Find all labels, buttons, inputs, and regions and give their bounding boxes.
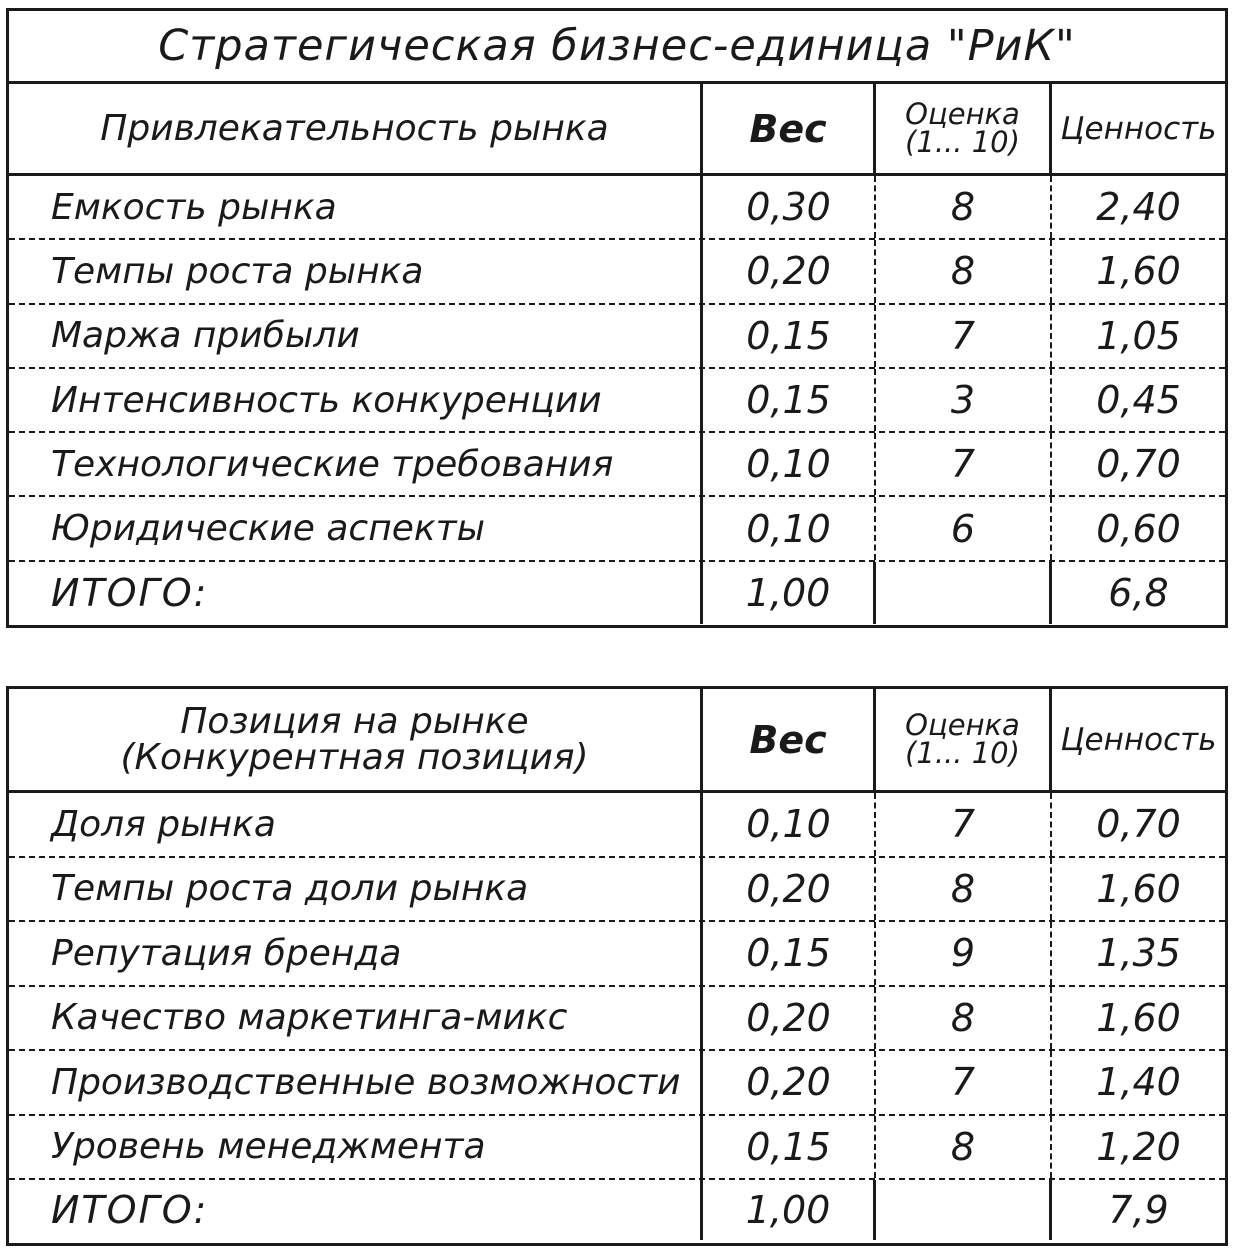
criterion-weight: 0,10 <box>703 433 876 495</box>
criterion-score: 8 <box>876 1116 1052 1179</box>
table-header <box>9 689 1225 793</box>
total-value: 7,9 <box>1108 1188 1169 1232</box>
criterion-name: Юридические аспекты <box>9 497 703 559</box>
criterion-score: 7 <box>876 793 1052 856</box>
header-criterion-line1: Позиция на рынке <box>180 700 529 742</box>
total-row <box>9 562 1225 624</box>
criterion-weight: 0,20 <box>703 240 876 302</box>
header-score <box>876 84 1052 173</box>
total-score <box>876 562 1052 624</box>
criterion-score: 7 <box>876 1051 1052 1114</box>
total-weight: 1,00 <box>703 562 876 624</box>
criterion-value: 1,35 <box>1096 931 1181 976</box>
table-row <box>9 240 1225 304</box>
table-header <box>9 84 1225 176</box>
criterion-value: 0,60 <box>1096 506 1181 551</box>
criterion-weight: 0,15 <box>703 922 876 985</box>
table-row <box>9 987 1225 1052</box>
criterion-value: 0,70 <box>1096 442 1181 487</box>
criterion-score: 8 <box>876 858 1052 921</box>
header-weight: Вес <box>703 689 876 790</box>
criterion-weight: 0,30 <box>703 176 876 238</box>
criterion-value: 1,05 <box>1096 313 1181 358</box>
total-value: 6,8 <box>1108 570 1169 615</box>
criterion-weight: 0,10 <box>703 793 876 856</box>
header-score-line2: (1... 10) <box>905 735 1020 770</box>
criterion-weight: 0,15 <box>703 1116 876 1179</box>
criterion-value: 1,40 <box>1096 1060 1181 1105</box>
criterion-score: 8 <box>876 176 1052 238</box>
criterion-score: 3 <box>876 369 1052 431</box>
criterion-name: Темпы роста рынка <box>9 240 703 302</box>
table-row <box>9 1116 1225 1181</box>
header-score <box>876 689 1052 790</box>
table-row <box>9 1051 1225 1116</box>
criterion-value: 1,20 <box>1096 1124 1181 1169</box>
criterion-value: 1,60 <box>1096 249 1181 294</box>
criterion-value: 1,60 <box>1096 995 1181 1040</box>
criterion-name: Производственные возможности <box>9 1051 703 1114</box>
criterion-score: 7 <box>876 433 1052 495</box>
table-row <box>9 793 1225 858</box>
criterion-name: Доля рынка <box>9 793 703 856</box>
table-row <box>9 922 1225 987</box>
header-score-line2: (1... 10) <box>905 124 1020 159</box>
market-position-table <box>6 686 1228 1246</box>
header-criterion: Привлекательность рынка <box>9 84 703 173</box>
total-score <box>876 1180 1052 1240</box>
total-label: ИТОГО: <box>9 562 703 624</box>
criterion-name: Репутация бренда <box>9 922 703 985</box>
criterion-weight: 0,15 <box>703 305 876 367</box>
table-row <box>9 433 1225 497</box>
criterion-score: 8 <box>876 240 1052 302</box>
criterion-name: Качество маркетинга-микс <box>9 987 703 1050</box>
header-criterion-line2: (Конкурентная позиция) <box>120 736 589 778</box>
criterion-weight: 0,20 <box>703 987 876 1050</box>
criterion-score: 9 <box>876 922 1052 985</box>
total-label: ИТОГО: <box>9 1180 703 1240</box>
header-weight: Вес <box>703 84 876 173</box>
criterion-name: Технологические требования <box>9 433 703 495</box>
criterion-value: 0,45 <box>1096 378 1181 423</box>
table-row <box>9 858 1225 923</box>
total-row <box>9 1180 1225 1240</box>
criterion-value: 0,70 <box>1096 802 1181 847</box>
criterion-weight: 0,15 <box>703 369 876 431</box>
criterion-name: Уровень менеджмента <box>9 1116 703 1179</box>
total-weight: 1,00 <box>703 1180 876 1240</box>
table-row <box>9 176 1225 240</box>
page-title: Стратегическая бизнес-единица "РиК" <box>9 11 1225 84</box>
criterion-name: Маржа прибыли <box>9 305 703 367</box>
header-criterion <box>9 689 703 790</box>
criterion-value: 1,60 <box>1096 866 1181 911</box>
market-attractiveness-table <box>6 8 1228 628</box>
criterion-weight: 0,20 <box>703 1051 876 1114</box>
header-score-line1: Оценка <box>905 96 1020 131</box>
criterion-score: 6 <box>876 497 1052 559</box>
table-row <box>9 305 1225 369</box>
table-row <box>9 497 1225 561</box>
criterion-score: 7 <box>876 305 1052 367</box>
criterion-value: 2,40 <box>1096 185 1181 230</box>
criterion-name: Емкость рынка <box>9 176 703 238</box>
criterion-name: Интенсивность конкуренции <box>9 369 703 431</box>
criterion-name: Темпы роста доли рынка <box>9 858 703 921</box>
criterion-score: 8 <box>876 987 1052 1050</box>
header-value: Ценность <box>1060 110 1217 147</box>
header-value: Ценность <box>1060 721 1217 758</box>
table-row <box>9 369 1225 433</box>
criterion-weight: 0,20 <box>703 858 876 921</box>
criterion-weight: 0,10 <box>703 497 876 559</box>
header-score-line1: Оценка <box>905 707 1020 742</box>
